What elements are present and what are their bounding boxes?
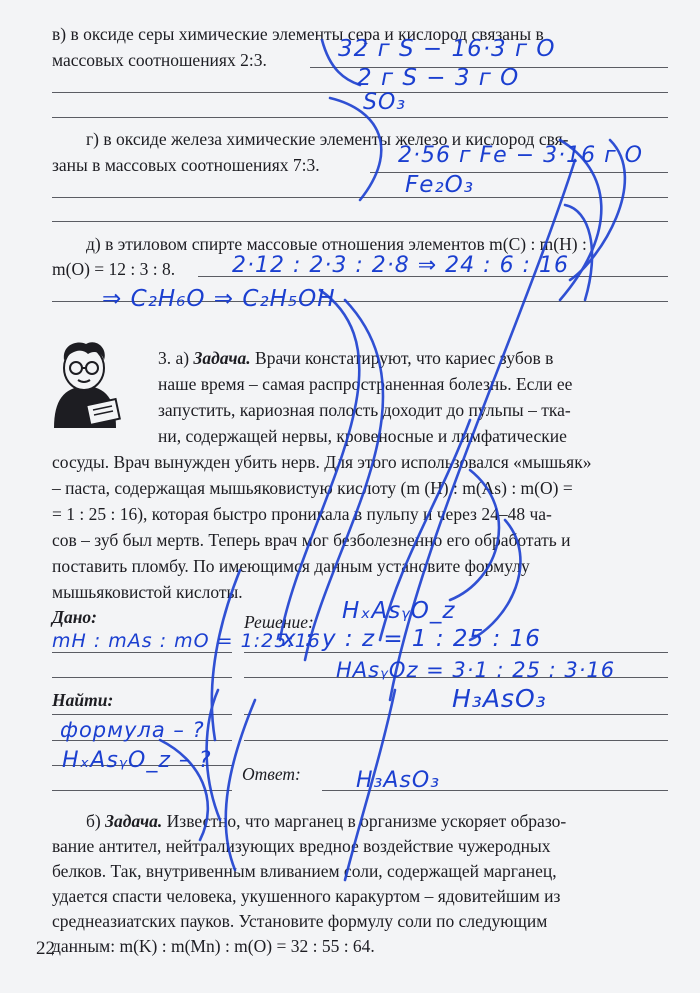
- ink-scribble-stroke: [380, 420, 470, 640]
- handwritten-v-3: SO₃: [363, 90, 407, 115]
- ink-scribble-stroke: [322, 40, 360, 85]
- handwritten-given: mH : mAs : mO = 1:25:16: [52, 630, 321, 652]
- section-v-line2: массовых соотношениях 2:3.: [52, 50, 267, 70]
- task-3b-line2: вание антител, нейтрализующих вредное воздействие чужеродных: [52, 836, 551, 856]
- task-3b-line4: удается спасти человека, укушенного каракуртом – ядовитейшим из: [52, 886, 561, 906]
- answer-label: Ответ:: [242, 764, 301, 784]
- task-3b-line3: белков. Так, внутривенным вливанием соли, содержащей марганец,: [52, 861, 557, 881]
- task-3b-line1-text: Известно, что марганец в организме ускоряет образо-: [166, 811, 567, 831]
- ink-scribble-stroke: [390, 160, 575, 700]
- handwritten-v-1: 32 г S − 16·3 г O: [338, 36, 556, 62]
- ink-scribble-stroke: [212, 570, 240, 740]
- ink-scribble-stroke: [450, 470, 499, 600]
- find-label: Найти:: [52, 690, 114, 710]
- ink-scribble-stroke: [560, 140, 601, 300]
- task-3a-line4: ни, содержащей нервы, кровеносные и лимфатические: [158, 426, 567, 446]
- task-3a-line2: наше время – самая распространенная болезнь. Если ее: [158, 374, 573, 394]
- handwritten-find-2: HₓAsᵧO_z – ?: [62, 748, 212, 773]
- ink-scribble-stroke: [330, 98, 381, 200]
- task-3a-line7: = 1 : 25 : 16), которая быстро проникала в пульпу и через 24–48 ча-: [52, 504, 552, 524]
- handwritten-find-1: формула – ?: [60, 718, 205, 742]
- section-d-line2: m(O) = 12 : 3 : 8.: [52, 259, 176, 279]
- section-d-line1: д) в этиловом спирте массовые отношения элементов m(C) : m(H) :: [86, 234, 587, 254]
- task-3a-line3: запустить, кариозная полость доходит до пульпы – тка-: [158, 400, 571, 420]
- section-v-line1: в) в оксиде серы химические элементы сера и кислород связаны в: [52, 24, 544, 44]
- task-3a-line8: сов – зуб был мертв. Теперь врач мог безболезненно его обработать и: [52, 530, 571, 550]
- handwritten-result: H₃AsO₃: [452, 684, 547, 713]
- handwritten-g-2: Fe₂O₃: [405, 172, 474, 198]
- ink-scribble-stroke: [565, 205, 592, 300]
- handwritten-d-1: 2·12 : 2·3 : 2·8 ⇒ 24 : 6 : 16: [232, 253, 569, 278]
- task-3b-label: Задача.: [105, 811, 163, 831]
- task-3b-line6: данным: m(K) : m(Mn) : m(O) = 32 : 55 : 64.: [52, 936, 375, 956]
- handwritten-ratio: x : y : z = 1 : 25 : 16: [282, 626, 541, 652]
- ink-scribble-stroke: [305, 300, 383, 660]
- handwritten-answer: H₃AsO₃: [356, 768, 441, 793]
- task-3a-label: Задача.: [193, 348, 251, 368]
- solution-label: Решение:: [244, 612, 314, 632]
- handwritten-formula-top: HₓAsᵧO_z: [342, 598, 456, 624]
- task-3b-prefix: б): [86, 811, 101, 831]
- task-3a-line9: поставить пломбу. По имеющимся данным установите формулу: [52, 556, 530, 576]
- task-3a-line6: – паста, содержащая мышьяковистую кислоту (m (H) : m(As) : m(O) =: [52, 478, 573, 498]
- handwritten-g-1: 2·56 г Fe − 3·16 г O: [398, 143, 643, 168]
- task-3a-prefix: 3. а): [158, 348, 190, 368]
- task-3a-line5: сосуды. Врач вынужден убить нерв. Для этого использовался «мышьяк»: [52, 452, 592, 472]
- ink-scribble-stroke: [345, 690, 395, 880]
- ink-scribble-stroke: [160, 740, 208, 840]
- ink-scribble-stroke: [570, 140, 625, 280]
- given-label: Дано:: [52, 607, 97, 627]
- handwritten-v-2: 2 г S − 3 г O: [357, 65, 520, 91]
- section-g-line1: г) в оксиде железа химические элементы железо и кислород свя-: [86, 129, 569, 149]
- handwritten-ratio2: HAsᵧOz = 3·1 : 25 : 3·16: [336, 658, 616, 682]
- ink-scribble-stroke: [280, 290, 359, 640]
- task-3a-line1-text: Врачи констатируют, что кариес зубов в: [255, 348, 554, 368]
- handwritten-d-2: ⇒ C₂H₆O ⇒ C₂H₅OH: [102, 286, 336, 312]
- task-3a-line10: мышьяковистой кислоты.: [52, 582, 243, 602]
- ink-scribble-stroke: [226, 700, 255, 870]
- page-number: 22: [36, 938, 55, 959]
- section-g-line2: заны в массовых соотношениях 7:3.: [52, 155, 320, 175]
- task-3b-line5: среднеазиатских пауков. Установите формулу соли по следующим: [52, 911, 548, 931]
